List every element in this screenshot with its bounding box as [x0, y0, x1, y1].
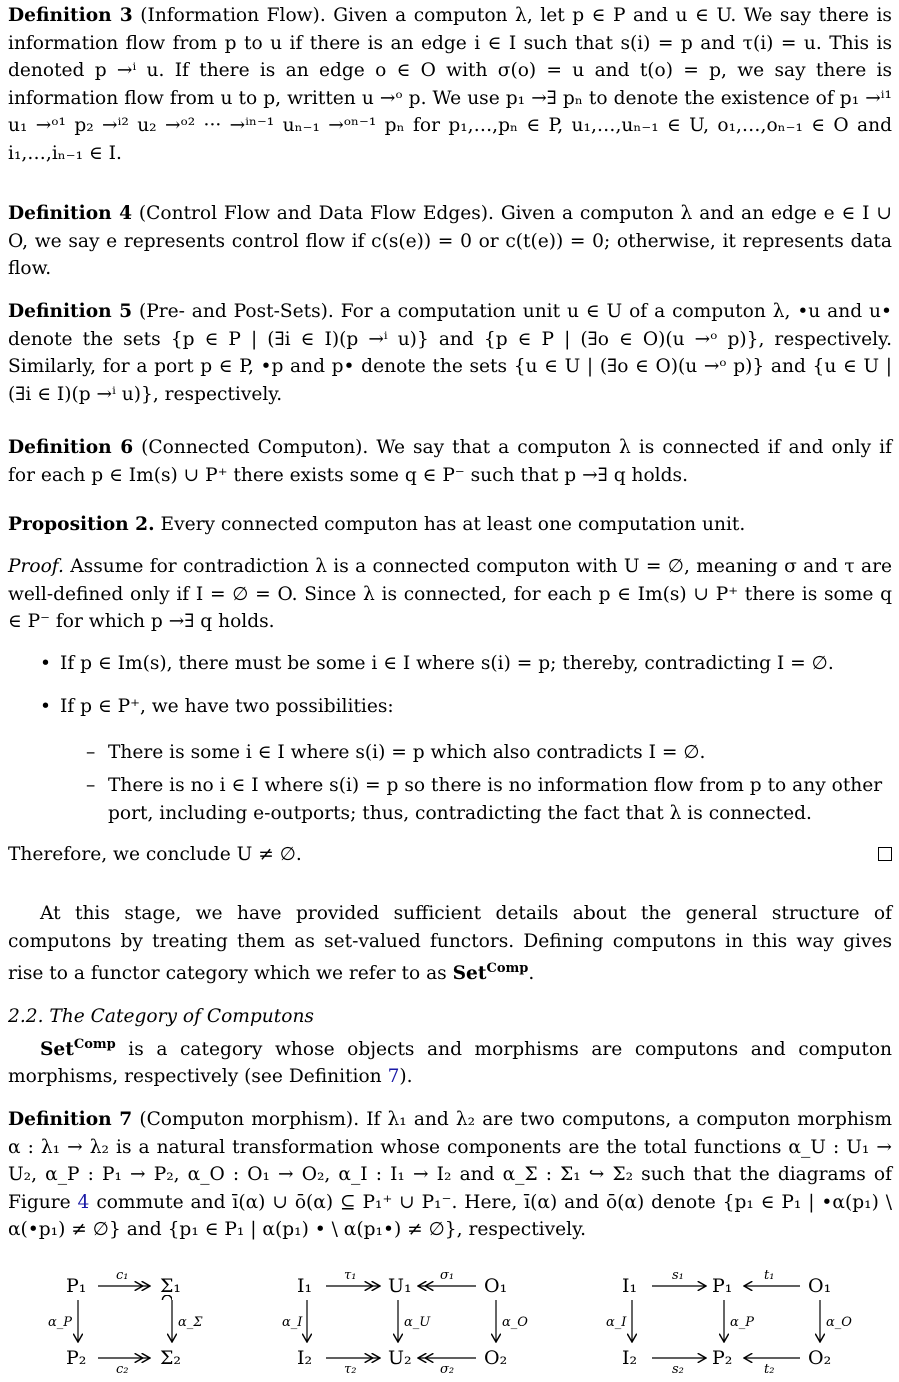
proof-sub-bullets	[8, 739, 892, 828]
section-heading: 2.2. The Category of Computons	[8, 1006, 314, 1027]
definition-6	[8, 434, 892, 489]
svg-text:α_O: α_O	[826, 1315, 852, 1330]
svg-text:α_O: α_O	[502, 1315, 528, 1330]
proof-conclusion: Therefore, we conclude U ≠ ∅.	[8, 844, 302, 865]
definition-body: Given a computon λ, let p ∈ P and u ∈ U. We say there is information flow from p to u if there is an edge i ∈ I such that s(i) = p and τ(i) = u. This is denoted p →ⁱ u. If there is an edge o ∈ O with σ(o) = u and t(o) = p, we say there is information flow from u to p, written u →ᵒ p. We use p₁ →∃ pₙ to denote the existence of p₁ →ⁱ¹ u₁ →ᵒ¹ p₂ →ⁱ² u₂ →ᵒ² ··· →ⁱⁿ⁻¹ uₙ₋₁ →ᵒⁿ⁻¹ pₙ for p₁,…,pₙ ∈ P, u₁,…,uₙ₋₁ ∈ U, o₁,…,oₙ₋₁ ∈ O and i₁,…,iₙ₋₁ ∈ I.	[8, 5, 892, 164]
definition-title: (Control Flow and Data Flow Edges).	[138, 203, 494, 224]
svg-text:P₂: P₂	[712, 1347, 733, 1369]
svg-text:O₂: O₂	[484, 1347, 508, 1369]
definition-label: Definition 6	[8, 437, 134, 458]
svg-text:I₁: I₁	[622, 1275, 638, 1297]
svg-text:α_U: α_U	[404, 1315, 431, 1330]
svg-text:α_P: α_P	[730, 1315, 755, 1330]
definition-label: Definition 5	[8, 301, 133, 322]
svg-text:Σ₂: Σ₂	[160, 1347, 182, 1369]
proposition-label: Proposition 2.	[8, 514, 155, 535]
svg-text:σ₂: σ₂	[440, 1362, 455, 1377]
list-item: – There is some i ∈ I where s(i) = p which also contradicts I = ∅.	[86, 741, 706, 763]
definition-3	[8, 2, 892, 167]
proposition-body: Every connected computon has at least one computation unit.	[160, 514, 746, 535]
figure-link[interactable]: 4	[77, 1191, 90, 1213]
svg-text:t₂: t₂	[764, 1362, 775, 1377]
svg-text:s₁: s₁	[672, 1268, 684, 1283]
svg-text:c₂: c₂	[116, 1362, 129, 1377]
svg-text:I₁: I₁	[297, 1275, 313, 1297]
diagram-1	[48, 1268, 203, 1377]
svg-text:I₂: I₂	[622, 1347, 638, 1369]
paragraph: At this stage, we have provided sufficient details about the general structure of computons by treating them as set-valued functors. Defining computons in this way gives rise to a functor category which we refer to as Set$^{Comp}$.	[8, 903, 892, 985]
diagram-3	[606, 1268, 852, 1377]
definition-body: Given a computon λ and an edge e ∈ I ∪ O, we say e represents control flow if c(s(e)) = 0 or c(t(e)) = 0; otherwise, it represents data flow.	[8, 203, 892, 279]
diagram-2	[282, 1268, 528, 1377]
svg-text:c₁: c₁	[116, 1268, 129, 1283]
category-name: Set$^{Comp}$	[452, 961, 529, 985]
commutative-diagrams	[0, 1262, 899, 1382]
definition-label: Definition 4	[8, 203, 133, 224]
svg-text:P₁: P₁	[66, 1275, 87, 1297]
definition-link[interactable]: 7	[387, 1066, 400, 1088]
proposition-2	[8, 511, 892, 539]
svg-text:Σ₁: Σ₁	[160, 1275, 182, 1297]
svg-text:α_I: α_I	[282, 1315, 303, 1330]
definition-body: For a computation unit u ∈ U of a computon λ, •u and u• denote the sets {p ∈ P | (∃i ∈ I)(p →ⁱ u)} and {p ∈ P | (∃o ∈ O)(u →ᵒ p)}, respectively. Similarly, for a port p ∈ P, •p and p• denote the sets {u ∈ U | (∃o ∈ O)(u →ᵒ p)} and {u ∈ U | (∃i ∈ I)(p →ⁱ u)}, respectively.	[8, 301, 892, 405]
definition-title: (Connected Computon).	[141, 437, 369, 458]
svg-text:P₂: P₂	[66, 1347, 87, 1369]
svg-text:O₁: O₁	[808, 1275, 832, 1297]
list-item: • If p ∈ Im(s), there must be some i ∈ I where s(i) = p; thereby, contradicting I = ∅.	[40, 652, 834, 674]
svg-text:P₁: P₁	[712, 1275, 733, 1297]
proof	[8, 553, 892, 869]
svg-text:α_I: α_I	[606, 1315, 627, 1330]
definition-7: Definition 7 (Computon morphism). If λ₁ and λ₂ are two computons, a computon morphism α : λ₁ → λ₂ is a natural transformation whose components are the total functions α_U : U₁ → U₂, α_P : P₁ → P₂, α_O : O₁ → O₂, α_I : I₁ → I₂ and α_Σ : Σ₁ ↪ Σ₂ such that the diagrams of Figure 4 commute and ī(α) ∪ ō(α) ⊆ P₁⁺ ∪ P₁⁻. Here, ī(α) and ō(α) denote {p₁ ∈ P₁ | •α(p₁) \ α(•p₁) ≠ ∅} and {p₁ ∈ P₁ | α(p₁) • \ α(p₁•) ≠ ∅}, respectively.	[8, 1109, 892, 1240]
section-2-2: 2.2. The Category of Computons Set$^{Comp}$ is a category whose objects and morphisms are computons and computon morphisms, respectively (see Definition 7).	[8, 1003, 892, 1091]
definition-4	[8, 200, 892, 283]
svg-text:t₁: t₁	[764, 1268, 775, 1283]
svg-text:σ₁: σ₁	[440, 1268, 455, 1283]
list-item: • If p ∈ P⁺, we have two possibilities: – There is some i ∈ I where s(i) = p which also contradicts I = ∅. – There is no i ∈ I where s(i) = p so there is no information flow from p to any other port, including e-outports; thus, contradicting the fact that λ is connected.	[8, 693, 892, 827]
svg-text:α_Σ: α_Σ	[178, 1315, 203, 1330]
definition-label: Definition 3	[8, 5, 133, 26]
svg-text:O₂: O₂	[808, 1347, 832, 1369]
svg-text:τ₂: τ₂	[344, 1362, 357, 1377]
proof-body: Assume for contradiction λ is a connected computon with U = ∅, meaning σ and τ are well-defined only if I = ∅ = O. Since λ is connected, for each p ∈ Im(s) ∪ P⁺ there is some q ∈ P⁻ for which p →∃ q holds.	[8, 556, 892, 632]
svg-text:τ₁: τ₁	[344, 1268, 357, 1283]
svg-text:O₁: O₁	[484, 1275, 508, 1297]
svg-text:I₂: I₂	[297, 1347, 313, 1369]
list-item: – There is no i ∈ I where s(i) = p so there is no information flow from p to any other port, including e-outports; thus, contradicting the fact that λ is connected.	[86, 775, 883, 824]
svg-text:U₂: U₂	[388, 1347, 412, 1369]
definition-body: We say that a computon λ is connected if and only if for each p ∈ Im(s) ∪ P⁺ there exists some q ∈ P⁻ such that p →∃ q holds.	[8, 437, 892, 486]
svg-text:α_P: α_P	[48, 1315, 73, 1330]
definition-title: (Computon morphism).	[139, 1109, 360, 1130]
svg-text:U₁: U₁	[388, 1275, 412, 1297]
svg-text:s₂: s₂	[672, 1362, 684, 1377]
proof-label: Proof.	[8, 556, 64, 577]
definition-label: Definition 7	[8, 1109, 133, 1130]
definition-title: (Pre- and Post-Sets).	[138, 301, 334, 322]
category-name: Set$^{Comp}$	[40, 1036, 116, 1060]
proof-bullets	[8, 650, 892, 828]
definition-title: (Information Flow).	[140, 5, 326, 26]
qed-square-icon	[878, 847, 892, 861]
definition-5	[8, 298, 892, 408]
